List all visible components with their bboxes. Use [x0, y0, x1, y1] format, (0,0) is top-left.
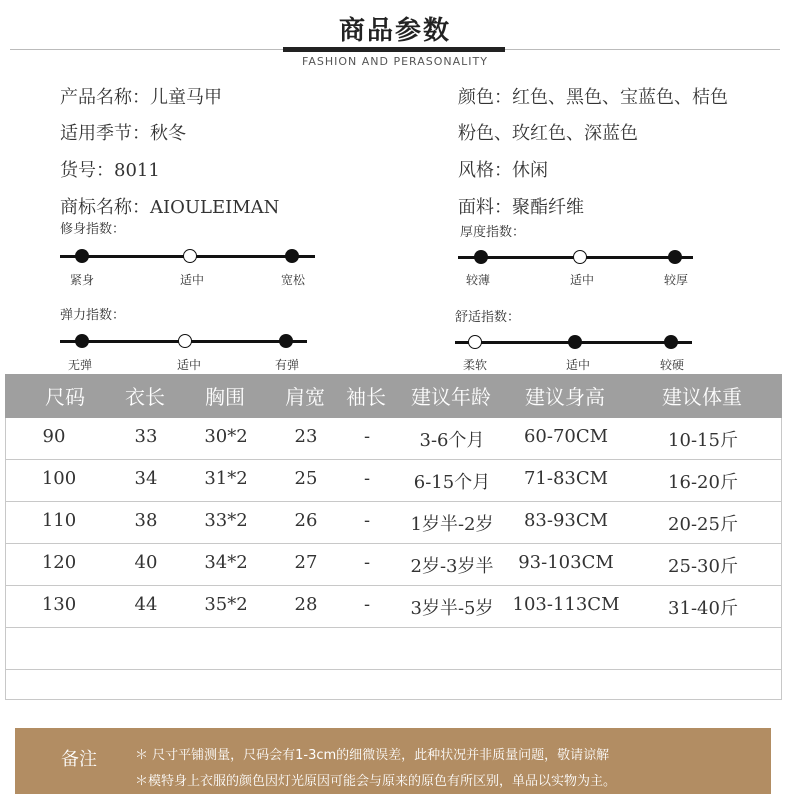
info-value: 秋冬 — [150, 123, 186, 144]
scale-comfort-tick-1: 柔软 — [462, 358, 488, 372]
info-key: 适用季节： — [60, 123, 150, 144]
title-underline — [283, 47, 505, 52]
col-size: 尺码 — [45, 385, 85, 409]
cell-sleeve: - — [363, 552, 371, 573]
cell-height: 83-93CM — [523, 510, 609, 531]
scale-fit-dot-3 — [285, 249, 299, 263]
cell-size: 90 — [42, 426, 66, 447]
scale-stretch-dot-3 — [279, 334, 293, 348]
table-row-empty — [6, 628, 781, 670]
table-row — [6, 502, 781, 544]
scale-thickness-dot-3 — [668, 250, 682, 264]
info-product-name — [60, 83, 222, 109]
col-chest: 胸围 — [205, 385, 245, 409]
scale-fit-tick-3: 宽松 — [280, 273, 306, 287]
cell-height: 103-113CM — [512, 594, 620, 615]
cell-shoulder: 28 — [294, 594, 318, 615]
cell-sleeve: - — [363, 426, 371, 447]
info-colors — [458, 83, 728, 109]
scale-fit-tick-2: 适中 — [179, 273, 205, 287]
info-value: 聚酯纤维 — [512, 197, 584, 218]
note-label: 备注 — [61, 749, 97, 770]
scale-fit-tick-1: 紧身 — [69, 273, 95, 287]
size-table-body — [5, 418, 782, 700]
info-colors-cont — [458, 119, 638, 145]
scale-comfort-tick-3: 较硬 — [659, 358, 685, 372]
scale-fit-dot-2 — [183, 249, 197, 263]
cell-chest: 35*2 — [204, 594, 248, 615]
cell-height: 93-103CM — [518, 552, 614, 573]
cell-size: 120 — [41, 552, 77, 573]
title-area — [0, 0, 790, 75]
scale-comfort-dot-3 — [664, 335, 678, 349]
table-row — [6, 586, 781, 628]
col-age: 建议年龄 — [411, 385, 491, 409]
col-weight: 建议体重 — [662, 385, 742, 409]
cell-size: 100 — [41, 468, 77, 489]
cell-weight: 16-20斤 — [668, 472, 738, 493]
note-box — [15, 728, 771, 794]
cell-chest: 33*2 — [204, 510, 248, 531]
scale-thickness-dot-2 — [573, 250, 587, 264]
scale-stretch-label: 弹力指数： — [60, 308, 126, 323]
cell-age: 2岁-3岁半 — [410, 556, 494, 577]
info-key: 商标名称： — [60, 197, 150, 218]
size-table-header — [5, 374, 782, 418]
info-key: 风格： — [458, 160, 512, 181]
info-item-number — [60, 156, 160, 182]
table-row — [6, 418, 781, 460]
cell-length: 33 — [134, 426, 158, 447]
cell-shoulder: 23 — [294, 426, 318, 447]
scale-thickness-tick-3: 较厚 — [663, 273, 689, 287]
info-value: 8011 — [114, 160, 160, 181]
cell-chest: 31*2 — [204, 468, 248, 489]
cell-age: 1岁半-2岁 — [410, 514, 494, 535]
cell-length: 44 — [134, 594, 158, 615]
scale-comfort-dot-1 — [468, 335, 482, 349]
scale-comfort-dot-2 — [568, 335, 582, 349]
info-value: 休闲 — [512, 160, 548, 181]
cell-length: 38 — [134, 510, 158, 531]
cell-height: 71-83CM — [523, 468, 609, 489]
scale-thickness-dot-1 — [474, 250, 488, 264]
cell-size: 130 — [41, 594, 77, 615]
scale-fit-label: 修身指数： — [60, 222, 126, 237]
info-value: AIOULEIMAN — [150, 197, 280, 218]
page-subtitle: FASHION AND PERASONALITY — [302, 55, 488, 68]
scale-comfort-tick-2: 适中 — [565, 358, 591, 372]
cell-shoulder: 26 — [294, 510, 318, 531]
cell-sleeve: - — [363, 594, 371, 615]
scale-fit-dot-1 — [75, 249, 89, 263]
cell-length: 34 — [134, 468, 158, 489]
scale-thickness-tick-2: 适中 — [569, 273, 595, 287]
cell-shoulder: 25 — [294, 468, 318, 489]
cell-weight: 10-15斤 — [668, 430, 738, 451]
note-line-2: ＊模特身上衣服的颜色因灯光原因可能会与原来的原色有所区别，单品以实物为主。 — [135, 774, 617, 789]
cell-weight: 20-25斤 — [668, 514, 738, 535]
note-line-1: ＊ 尺寸平铺测量，尺码会有1-3cm的细微误差，此种状况并非质量问题，敬请谅解 — [135, 748, 610, 763]
cell-weight: 31-40斤 — [668, 598, 738, 619]
cell-chest: 34*2 — [204, 552, 248, 573]
scale-stretch-dot-1 — [75, 334, 89, 348]
cell-age: 3-6个月 — [419, 430, 485, 451]
info-value: 粉色、玫红色、深蓝色 — [458, 123, 638, 144]
info-key: 货号： — [60, 160, 114, 181]
cell-sleeve: - — [363, 510, 371, 531]
scale-thickness-label: 厚度指数： — [460, 225, 526, 240]
info-brand — [60, 193, 279, 219]
scale-stretch-dot-2 — [178, 334, 192, 348]
col-length: 衣长 — [125, 385, 165, 409]
info-fabric — [458, 193, 584, 219]
cell-sleeve: - — [363, 468, 371, 489]
info-key: 颜色： — [458, 87, 512, 108]
page-title: 商品参数 — [338, 16, 451, 46]
cell-age: 3岁半-5岁 — [410, 598, 494, 619]
cell-length: 40 — [134, 552, 158, 573]
cell-age: 6-15个月 — [413, 472, 491, 493]
scale-stretch-tick-3: 有弹 — [274, 358, 300, 372]
table-row — [6, 460, 781, 502]
cell-chest: 30*2 — [204, 426, 248, 447]
cell-shoulder: 27 — [294, 552, 318, 573]
cell-weight: 25-30斤 — [668, 556, 738, 577]
info-key: 面料： — [458, 197, 512, 218]
info-value: 儿童马甲 — [150, 87, 222, 108]
info-season — [60, 119, 186, 145]
cell-height: 60-70CM — [523, 426, 609, 447]
scale-comfort-label: 舒适指数： — [455, 310, 521, 325]
col-shoulder: 肩宽 — [285, 385, 325, 409]
scale-thickness-tick-1: 较薄 — [465, 273, 491, 287]
table-row — [6, 544, 781, 586]
info-style — [458, 156, 548, 182]
col-height: 建议身高 — [525, 385, 605, 409]
scale-stretch-tick-2: 适中 — [176, 358, 202, 372]
info-value: 红色、黑色、宝蓝色、桔色 — [512, 87, 728, 108]
info-key: 产品名称： — [60, 87, 150, 108]
col-sleeve: 袖长 — [346, 385, 386, 409]
cell-size: 110 — [41, 510, 77, 531]
scale-stretch-tick-1: 无弹 — [67, 358, 93, 372]
